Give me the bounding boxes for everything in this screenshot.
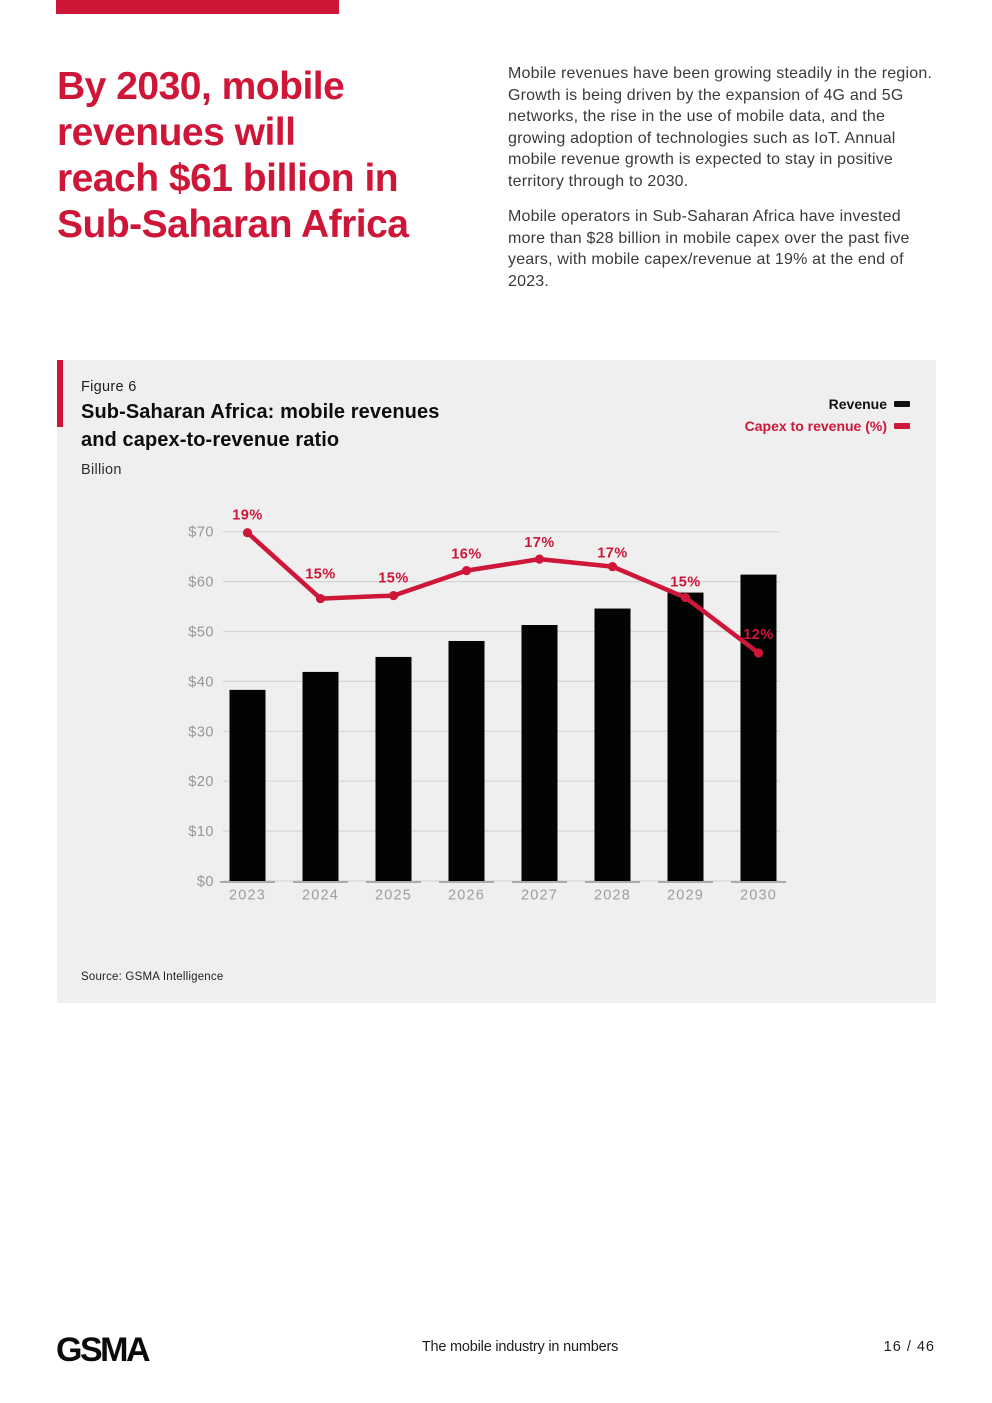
capex-point	[535, 555, 544, 564]
y-tick-label: $60	[188, 574, 214, 591]
capex-value-label: 16%	[451, 546, 482, 563]
legend-capex-label: Capex to revenue (%)	[744, 418, 887, 434]
headline-line: By 2030, mobile	[57, 65, 345, 108]
x-tick-label: 2024	[301, 887, 340, 904]
capex-value-label: 12%	[743, 626, 774, 643]
revenue-bar	[230, 690, 266, 881]
revenue-capex-chart	[57, 360, 936, 1003]
y-tick-label: $0	[196, 874, 214, 890]
intro-paragraph: Mobile revenues have been growing steadily in the region. Growth is being driven by the expansion of 4G and 5G networks, the rise in the use of mobile data, and the growing adoption of technologies such as IoT. Annual mobile revenue growth is expected to stay in positive territory through to 2030.	[508, 65, 933, 190]
y-tick-label: $50	[188, 624, 214, 641]
y-tick-label: $70	[188, 524, 214, 541]
source-note: Source: GSMA Intelligence	[81, 971, 224, 983]
y-tick-label: $30	[188, 724, 214, 741]
revenue-bar	[303, 672, 339, 881]
capex-point	[681, 593, 690, 602]
headline-line: revenues will	[57, 111, 296, 154]
revenue-bar	[376, 657, 412, 881]
gsma-logo: GSMA	[56, 1331, 148, 1369]
revenue-bar	[595, 609, 631, 881]
page-title	[57, 64, 487, 248]
revenue-bar	[668, 593, 704, 881]
y-tick-label: $40	[188, 674, 214, 691]
capex-point	[389, 591, 398, 600]
footer-report-title: The mobile industry in numbers	[421, 1339, 619, 1355]
x-tick-label: 2025	[374, 887, 413, 904]
revenue-bar	[522, 625, 558, 881]
capex-point	[316, 594, 325, 603]
capex-point	[754, 648, 763, 657]
legend-revenue-label: Revenue	[828, 396, 887, 412]
top-accent-bar	[56, 0, 339, 14]
capex-value-label: 15%	[670, 574, 701, 591]
y-tick-label: $10	[188, 824, 214, 841]
figure-title-line: Sub-Saharan Africa: mobile revenues	[81, 401, 440, 423]
chart-svg	[57, 360, 936, 1003]
revenue-bar	[449, 641, 485, 881]
capex-value-label: 17%	[524, 535, 555, 552]
figure-title-line: and capex-to-revenue ratio	[81, 429, 340, 451]
x-tick-label: 2028	[593, 887, 632, 904]
y-axis-unit-label: Billion	[81, 462, 122, 478]
headline-line: reach $61 billion in	[57, 157, 399, 200]
x-tick-label: 2023	[228, 887, 267, 904]
y-tick-label: $20	[188, 774, 214, 791]
headline-line: Sub-Saharan Africa	[57, 203, 409, 246]
capex-value-label: 15%	[305, 566, 336, 583]
intro-text-column	[508, 63, 940, 306]
capex-point	[243, 528, 252, 537]
capex-point	[462, 566, 471, 575]
capex-value-label: 17%	[597, 545, 628, 562]
figure-panel	[57, 360, 936, 1003]
x-tick-label: 2029	[666, 887, 705, 904]
capex-value-label: 15%	[378, 570, 409, 587]
page-number: 16 / 46	[883, 1339, 935, 1355]
intro-paragraph: Mobile operators in Sub-Saharan Africa have invested more than $28 billion in mobile capex over the past five years, with mobile capex/revenue at 19% at the end of 2023.	[508, 208, 910, 290]
capex-point	[608, 562, 617, 571]
x-tick-label: 2027	[520, 887, 559, 904]
revenue-bar	[741, 575, 777, 881]
x-tick-label: 2026	[447, 887, 486, 904]
figure-number-label: Figure 6	[81, 379, 137, 395]
capex-value-label: 19%	[232, 507, 263, 524]
x-tick-label: 2030	[739, 887, 778, 904]
